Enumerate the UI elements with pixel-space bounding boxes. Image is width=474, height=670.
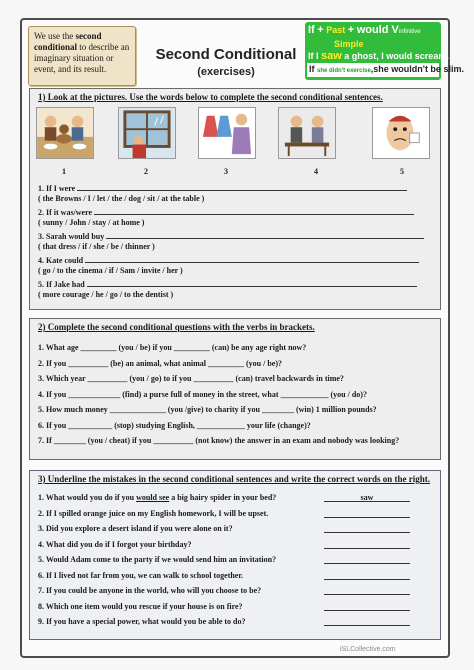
answer-line[interactable]: saw: [324, 493, 410, 502]
formula-example-2: [307, 63, 464, 77]
picture-number-4: 4: [314, 167, 318, 176]
list-item: [38, 207, 438, 231]
answer-line[interactable]: [324, 617, 410, 626]
q1-underlined-mistake: would see: [136, 493, 170, 502]
picture-number-1: 1: [62, 167, 66, 176]
answer-line[interactable]: [77, 183, 407, 191]
formula-plus-1: +: [317, 24, 324, 36]
answer-line[interactable]: [106, 231, 424, 239]
picture-number-5: 5: [400, 167, 404, 176]
rainy-window-picture: [118, 107, 176, 159]
toothache-picture: [372, 107, 430, 159]
formula-ex1-c: a ghost, I would scream.: [341, 51, 449, 61]
answer-line[interactable]: [94, 207, 414, 215]
question-row: [38, 509, 438, 525]
question-row: 4. If you _____________ (find) a purse full of money in the street, what ____________ (you / do)?: [38, 389, 367, 399]
formula-ex1-b: saw: [321, 50, 342, 62]
answer-line[interactable]: [324, 509, 410, 518]
question-text: 2. If I spilled orange juice on my English homework, I will be upset.: [38, 508, 269, 518]
question-row: [38, 540, 438, 556]
question-text: 4. What did you do if I forgot your birthday?: [38, 539, 192, 549]
question-row: 7. If ________ (you / cheat) if you __________ (not know) the answer in an exam and nobody was looking?: [38, 436, 400, 445]
sad-man-picture: [278, 107, 336, 159]
formula-plus-2: +: [347, 24, 355, 36]
item-lead: 4. Kate could: [38, 256, 84, 265]
formula-line-2: [308, 38, 438, 50]
question-row: 5. How much money ______________ (you /give) to charity if you ________ (win) 1 million pounds?: [38, 405, 377, 414]
picture-row: [30, 107, 442, 176]
formula-if: If: [308, 24, 315, 36]
answer-line[interactable]: [324, 586, 410, 595]
exercise-3: [29, 470, 441, 640]
item-lead: 5. If Jake had: [38, 280, 85, 289]
question-row: [38, 602, 438, 618]
answer-line[interactable]: [87, 279, 417, 287]
formula-would: would V: [356, 24, 399, 36]
exercise-2-heading: 2) Complete the second conditional questions with the verbs in brackets.: [38, 322, 315, 332]
exercise-3-heading: 3) Underline the mistakes in the second conditional sentences and write the correct words on the right.: [38, 474, 431, 484]
formula-infinitive: infinitive: [398, 29, 421, 35]
picture-number-2: 2: [144, 167, 148, 176]
item-hint: ( more courage / he / go / to the dentist ): [38, 290, 174, 299]
q1-part-b: a big hairy spider in your bed?: [169, 493, 277, 502]
exercise-1: [29, 88, 441, 310]
page-subtitle: (exercises): [197, 66, 255, 78]
question-text: 8. Which one item would you rescue if your house is on fire?: [38, 601, 243, 611]
page-title: Second Conditional: [155, 46, 297, 63]
list-item: [38, 255, 438, 279]
question-row: [38, 586, 438, 602]
answer-line[interactable]: [324, 555, 410, 564]
question-row: [38, 571, 438, 587]
note-text-1: We use the: [34, 31, 76, 41]
formula-line: [308, 24, 438, 38]
formula-ex1-a: If I: [308, 51, 321, 61]
q1-part-a: 1. What would you do if you: [38, 493, 137, 502]
item-lead: 3. Sarah would buy: [38, 232, 105, 241]
answer-line[interactable]: [324, 602, 410, 611]
list-item: [38, 231, 438, 255]
formula-box: [305, 22, 464, 80]
answer-line[interactable]: [324, 524, 410, 533]
exercise-2: [29, 318, 441, 460]
question-text: 3. Did you explore a desert island if you were alone on it?: [38, 524, 233, 533]
answer-line[interactable]: [324, 571, 410, 580]
question-row: 1. What age _________ (you / be) if you _________ (can) be any age right now?: [38, 343, 307, 352]
item-hint: ( that dress / if / she / be / thinner ): [38, 242, 155, 251]
list-item: [38, 279, 438, 303]
question-text: 6. If I lived not far from you, we can walk to school together.: [38, 570, 244, 580]
question-row: 3. Which year __________ (you / go) to if you __________ (can) travel backwards in time?: [38, 374, 344, 383]
question-row: 2. If you __________ (be) an animal, what animal _________ (you / be)?: [38, 358, 283, 368]
answer-line[interactable]: [324, 540, 410, 549]
family-dinner-picture: [36, 107, 94, 159]
exercise-1-heading: 1) Look at the pictures. Use the words below to complete the second conditional sentences.: [38, 92, 383, 102]
item-hint: ( sunny / John / stay / at home ): [38, 218, 145, 227]
question-text: 9. If you have a special power, what would you be able to do?: [38, 617, 246, 626]
formula-ex2-a: If: [309, 64, 317, 74]
question-row: [38, 493, 438, 509]
question-row: 6. If you ___________ (stop) studying English, ____________ your life (change)?: [38, 420, 311, 430]
item-hint: ( go / to the cinema / if / Sam / invite / her ): [38, 266, 183, 275]
answer-line[interactable]: [85, 255, 419, 263]
formula-ex2-b: she didn't exercise: [317, 68, 371, 74]
note-bold: second conditional: [34, 31, 102, 52]
definition-note: [28, 26, 136, 86]
formula-simple: Simple: [334, 39, 364, 49]
question-text: 7. If you could be anyone in the world, who will you choose to be?: [38, 586, 262, 595]
site-watermark: iSLCollective.com: [340, 646, 396, 653]
exercise-1-items: [38, 183, 438, 303]
item-lead: 2. If it was/were: [38, 208, 93, 217]
list-item: [38, 183, 438, 207]
question-text: 5. Would Adam come to the party if we would send him an invitation?: [38, 555, 277, 564]
note-text-2: to describe an imaginary situation or event, and its result.: [34, 42, 130, 74]
item-lead: 1. If I were: [38, 184, 76, 193]
question-row: [38, 555, 438, 571]
exercise-2-questions: [38, 343, 438, 452]
question-row: [38, 617, 438, 633]
exercise-3-questions: [38, 493, 438, 633]
formula-ex2-c: ,she wouldn't be slim.: [370, 64, 464, 74]
formula-example-1: [308, 50, 449, 62]
picture-number-3: 3: [224, 167, 228, 176]
question-row: [38, 524, 438, 540]
dress-shop-picture: [198, 107, 256, 159]
item-hint: ( the Browns / I / let / the / dog / sit / at the table ): [38, 194, 205, 203]
formula-past: Past: [326, 25, 346, 35]
